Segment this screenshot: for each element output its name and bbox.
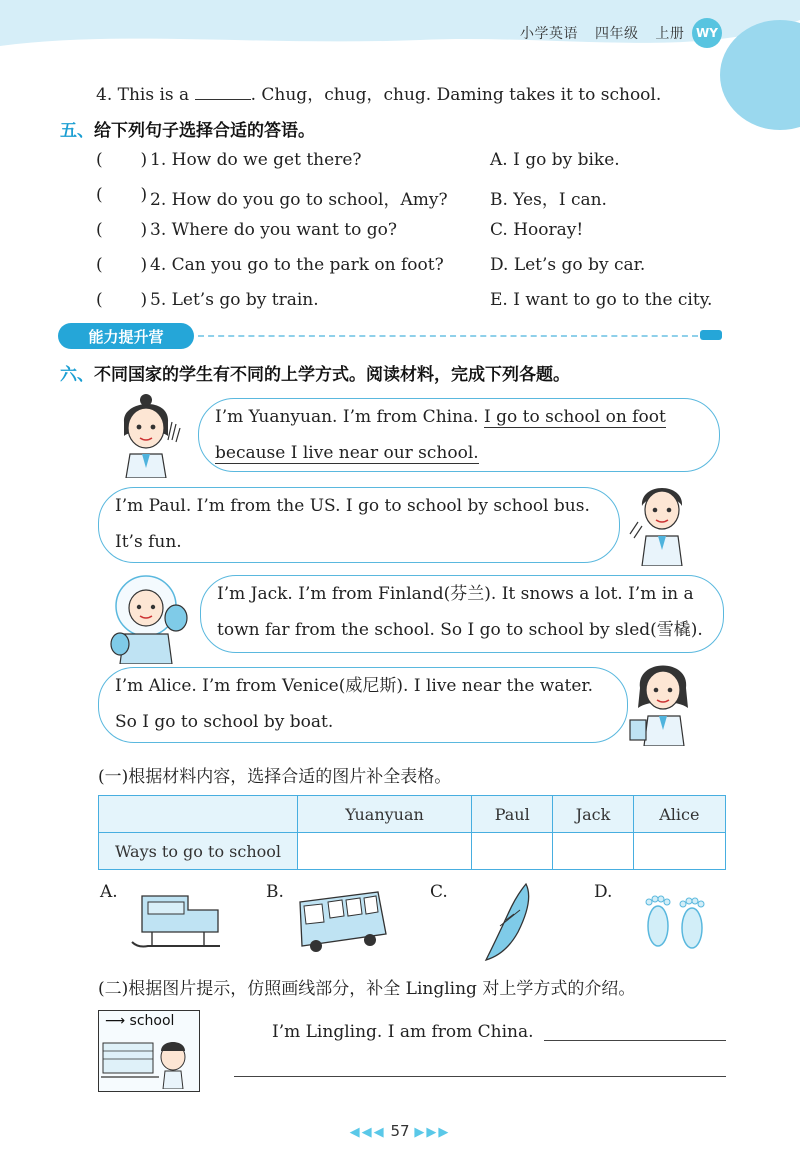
train-girl-icon xyxy=(99,1033,197,1089)
answer-paren[interactable]: ( ) xyxy=(96,290,148,310)
header-subject: 小学英语 xyxy=(520,26,578,42)
question-2: 2. How do you go to school，Amy? xyxy=(150,190,448,210)
match-row xyxy=(96,220,736,255)
alice-avatar-icon xyxy=(626,654,702,746)
option-c-label: C. xyxy=(430,882,448,902)
match-row xyxy=(96,255,736,290)
yuanyuan-line2 xyxy=(215,435,703,471)
header-grade: 四年级 xyxy=(594,26,639,42)
arrow-right-icon: ⟶ xyxy=(105,1013,126,1029)
sled-icon xyxy=(128,890,224,952)
q4-before: 4. This is a xyxy=(96,85,190,105)
table-header-row xyxy=(99,796,726,833)
part1-instruction: (一)根据材料内容，选择合适的图片补全表格。 xyxy=(98,767,452,787)
section-divider xyxy=(198,335,698,337)
yuanyuan-speech-bubble xyxy=(198,398,720,472)
table-header-empty xyxy=(99,796,298,833)
question-1: 1. How do we get there? xyxy=(150,150,362,170)
answer-paren[interactable]: ( ) xyxy=(96,150,148,170)
edition-badge: WY xyxy=(692,18,722,48)
section5-number: 五、 xyxy=(60,121,94,141)
section5-heading xyxy=(60,116,315,141)
school-sign xyxy=(105,1013,174,1029)
jack-avatar-icon xyxy=(106,572,194,664)
yuanyuan-underlined-1: I go to school on foot xyxy=(483,407,666,427)
match-row xyxy=(96,185,736,220)
table-header-jack: Jack xyxy=(553,796,633,833)
section6-number: 六、 xyxy=(60,365,94,385)
yuanyuan-intro: I’m Yuanyuan. I’m from China. xyxy=(215,407,484,427)
school-sign-label: school xyxy=(129,1013,175,1029)
table-row-label: Ways to go to school xyxy=(99,833,298,870)
option-b-label: B. xyxy=(266,882,284,902)
answer-c: C. Hooray! xyxy=(490,220,584,240)
answer-cell-yuanyuan[interactable] xyxy=(298,833,472,870)
answer-paren[interactable]: ( ) xyxy=(96,220,148,240)
yuanyuan-avatar-icon xyxy=(112,392,184,478)
alice-line1: I’m Alice. I’m from Venice(威尼斯). I live near the water. xyxy=(115,676,594,696)
alice-line2: So I go to school by boat. xyxy=(115,712,334,732)
school-bus-icon xyxy=(292,888,392,954)
section5-title: 给下列句子选择合适的答语。 xyxy=(94,121,315,141)
q4-after: . Chug，chug，chug. Daming takes it to school. xyxy=(250,85,662,105)
answer-cell-paul[interactable] xyxy=(472,833,553,870)
table-header-yuanyuan: Yuanyuan xyxy=(298,796,472,833)
lingling-answer-line-2[interactable] xyxy=(234,1076,726,1077)
section5-matching xyxy=(96,150,736,325)
page-footer xyxy=(340,1122,460,1140)
option-d-label: D. xyxy=(594,882,613,902)
answer-b: B. Yes，I can. xyxy=(490,190,607,210)
jack-speech-bubble xyxy=(200,575,724,653)
pencil-icon xyxy=(700,330,722,340)
lingling-picture xyxy=(98,1010,200,1092)
answer-paren[interactable]: ( ) xyxy=(96,185,148,205)
answer-cell-jack[interactable] xyxy=(553,833,633,870)
answer-paren[interactable]: ( ) xyxy=(96,255,148,275)
table-header-paul: Paul xyxy=(472,796,553,833)
question-4: 4. Can you go to the park on foot? xyxy=(150,255,444,275)
paul-avatar-icon xyxy=(626,478,698,566)
jack-line2: town far from the school. So I go to school by sled(雪橇). xyxy=(217,620,703,640)
page-header xyxy=(520,23,696,43)
section-pill-label: 能力提升营 xyxy=(58,323,194,349)
q4-blank[interactable] xyxy=(195,85,251,100)
lingling-sentence: I’m Lingling. I am from China. xyxy=(272,1022,534,1042)
part2-instruction: (二)根据图片提示，仿照画线部分，补全 Lingling 对上学方式的介绍。 xyxy=(98,979,636,999)
paul-line1: I’m Paul. I’m from the US. I go to school by school bus. xyxy=(115,496,590,516)
paul-line2: It’s fun. xyxy=(115,532,182,552)
question-5: 5. Let’s go by train. xyxy=(150,290,319,310)
header-volume: 上册 xyxy=(655,26,685,42)
answer-e: E. I want to go to the city. xyxy=(490,290,713,310)
gondola-boat-icon xyxy=(478,880,540,962)
yuanyuan-line1 xyxy=(215,399,703,435)
page-number: 57 xyxy=(390,1122,410,1140)
answer-cell-alice[interactable] xyxy=(633,833,725,870)
right-arrows-icon: ▶▶▶ xyxy=(414,1125,451,1140)
lingling-answer-line-1[interactable] xyxy=(544,1040,726,1041)
answer-d: D. Let’s go by car. xyxy=(490,255,646,275)
left-arrows-icon: ◀◀◀ xyxy=(349,1125,386,1140)
match-row xyxy=(96,290,736,325)
answer-a: A. I go by bike. xyxy=(490,150,620,170)
yuanyuan-underlined-2: because I live near our school. xyxy=(215,443,479,463)
paul-speech-bubble xyxy=(98,487,620,563)
table-header-alice: Alice xyxy=(633,796,725,833)
jack-line1: I’m Jack. I’m from Finland(芬兰). It snows a lot. I’m in a xyxy=(217,584,694,604)
ways-table xyxy=(98,795,726,870)
section6-title: 不同国家的学生有不同的上学方式。阅读材料，完成下列各题。 xyxy=(94,365,570,385)
footprints-icon xyxy=(636,892,718,952)
q4-line xyxy=(96,80,661,105)
match-row xyxy=(96,150,736,185)
question-3: 3. Where do you want to go? xyxy=(150,220,397,240)
section6-heading xyxy=(60,360,570,385)
table-row xyxy=(99,833,726,870)
alice-speech-bubble xyxy=(98,667,628,743)
option-a-label: A. xyxy=(100,882,118,902)
